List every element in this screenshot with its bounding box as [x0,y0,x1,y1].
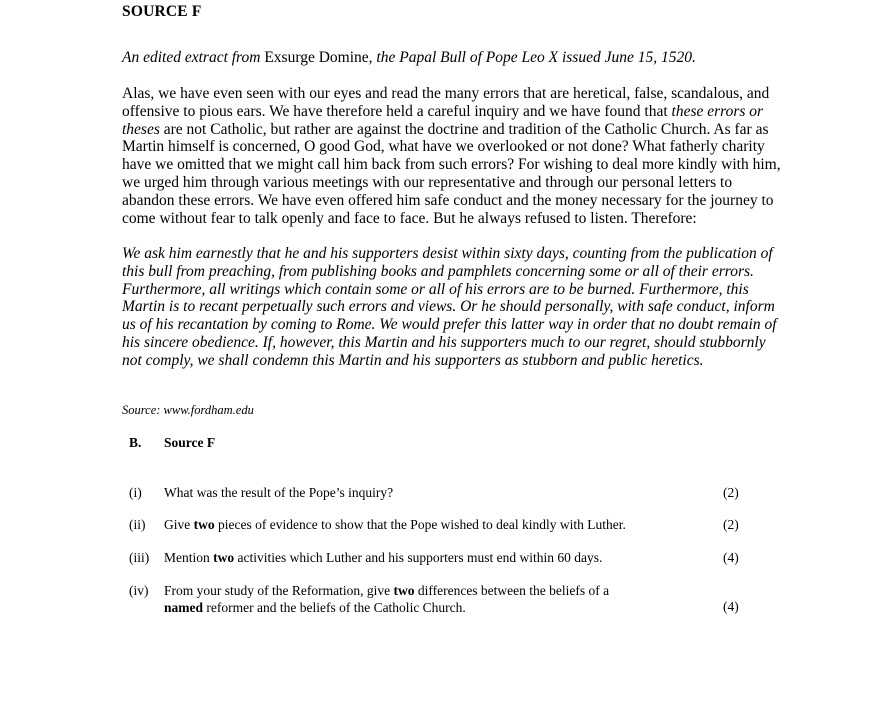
question-text-part: Mention [164,550,214,565]
section-letter: B. [129,435,142,450]
question-number: (ii) [129,517,146,532]
question-number: (iii) [129,550,150,565]
question-ii-marks: (2) [723,517,739,532]
question-emphasis: two [213,550,235,565]
question-number: (i) [129,485,142,500]
question-text-part: differences between the beliefs of a [414,583,610,598]
question-text-part: Give [164,517,194,532]
question-emphasis: two [193,517,215,532]
question-text [164,550,724,567]
section-title: Source F [164,435,216,450]
question-number: (iv) [129,583,149,598]
intro-bull-title: Exsurge Domine [264,49,369,66]
question-text [164,583,644,616]
source-intro [122,49,782,67]
paragraph1-text-1: Alas, we have even seen with our eyes and read the many errors that are heretical, false, scandalous, and offensive to pious ears. We have therefore held a careful inquiry and we have found that [122,85,770,120]
question-i-marks: (2) [723,485,739,500]
paragraph1-text-2: are not Catholic, but rather are against the doctrine and tradition of the Catholic Church. As far as Martin himself is concerned, O good God, what have we overlooked or not done? What fatherly charity have we omitted that we might call him back from such errors? For wishing to deal more kindly with him, we urged him through various meetings with our representative and through our personal letters to abandon these errors. We have even offered him safe conduct and the money necessary for the journey to come without fear to talk openly and face to face. But he always refused to listen. Therefore: [122,120,781,227]
question-emphasis: named [164,599,204,615]
intro-text-1: An edited extract from [122,49,265,66]
extract-paragraph-2: We ask him earnestly that he and his supporters desist within sixty days, counting from the publication of this bull from preaching, from publishing books and pamphlets concerning some or all of their errors. Furthermore, all writings which contain some or all of his errors are to be burned. Furthermore, this Martin is to recant perpetually such errors and views. Or he should personally, with safe conduct, inform us of his recantation by coming to Rome. We would prefer this latter way in order that no doubt remain of his sincere obedience. If, however, this Martin and his supporters much to our regret, should stubbornly not comply, we shall condemn this Martin and his supporters as stubborn and public heretics. [122,245,777,369]
source-citation: Source: www.fordham.edu [122,403,254,417]
question-text [164,517,724,534]
question-emphasis: two [393,583,415,598]
question-text-part: From your study of the Reformation, give [164,583,394,598]
question-text [164,485,684,502]
extract-paragraph-1 [122,85,782,227]
question-text-part: reformer and the beliefs of the Catholic Church. [203,599,466,615]
question-text-part: pieces of evidence to show that the Pope wished to deal kindly with Luther. [214,517,626,532]
question-text-part: What was the result of the Pope’s inquiry? [164,485,394,500]
paragraph1-emphasis: these errors or theses [122,102,764,138]
question-iv-marks: (4) [723,599,739,614]
source-heading: SOURCE F [122,3,202,20]
intro-text-2: , the Papal Bull of Pope Leo X issued June 15, 1520. [368,49,696,66]
question-text-part: activities which Luther and his supporters must end within 60 days. [234,550,603,565]
question-iii-marks: (4) [723,550,739,565]
